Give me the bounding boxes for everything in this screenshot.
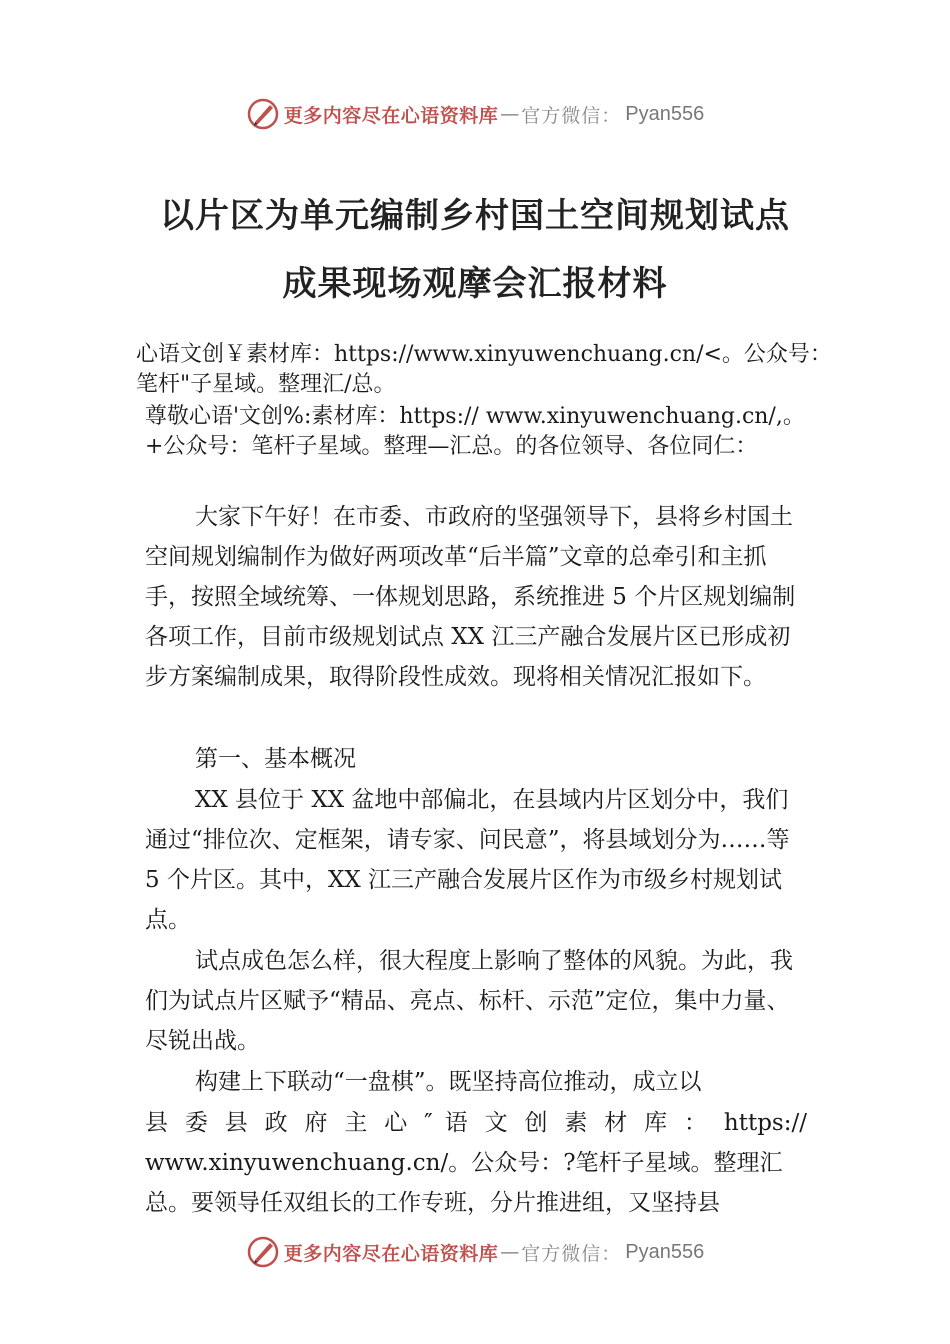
watermark-line-1: 心语文创￥素材库：https://www.xinyuwenchuang.cn/<。公众号：笔杆"子星域。整理汇/总。 <box>136 342 832 397</box>
banner-sub-text: 官方微信： <box>521 104 622 127</box>
banner-dash: — <box>500 1241 520 1263</box>
paragraph-mechanism-line3: www.xinyuwenchuang.cn/。公众号：?笔杆子星域。整理汇总。要领导任双组长的工作专班，分片推进组，又坚持县 <box>145 1150 783 1216</box>
pen-logo-icon <box>246 1235 280 1269</box>
header-banner <box>0 94 950 134</box>
banner-wechat-id: Pyan556 <box>625 1240 705 1263</box>
paragraph-pilot: 试点成色怎么样，很大程度上影响了整体的风貌。为此，我们为试点片区赋予“精品、亮点、标杆、示范”定位，集中力量、尽锐出战。 <box>145 948 793 1054</box>
banner-main-text: 更多内容尽在心语资料库 <box>283 104 499 127</box>
section-heading-overview: 第一、基本概况 <box>195 746 356 772</box>
document-title-line1: 以片区为单元编制乡村国土空间规划试点 <box>160 196 790 236</box>
paragraph-mechanism-line2: 县 委 县 政 府 主 心 ″ 语 文 创 素 材 库 ： https:// <box>145 1110 807 1136</box>
paragraph-mechanism-line1: 构建上下联动“一盘棋”。既坚持高位推动，成立以 <box>195 1069 702 1095</box>
paragraph-overview: XX 县位于 XX 盆地中部偏北，在县域内片区划分中，我们通过“排位次、定框架，请专家、问民意”，将县域划分为……等 5 个片区。其中，XX 江三产融合发展片区作为市级乡村规划试点。 <box>145 787 790 933</box>
paragraph-intro: 大家下午好！在市委、市政府的坚强领导下，县将乡村国土空间规划编制作为做好两项改革“后半篇”文章的总牵引和主抓手，按照全域统筹、一体规划思路，系统推进 5 个片区规划编制各项工作，目前市级规划试点 XX 江三产融合发展片区已形成初步方案编制成果，取得阶段性成效。现将相关情况汇报如下。 <box>145 504 796 690</box>
watermark-line-2: 尊敬心语'文创%:素材库：https:// www.xinyuwenchuang.cn/,。+公众号：笔杆子星域。整理—汇总。的各位领导、各位同仁： <box>145 404 805 459</box>
pen-logo-icon <box>246 97 280 131</box>
banner-main-text: 更多内容尽在心语资料库 <box>283 1242 499 1265</box>
banner-wechat-id: Pyan556 <box>625 102 705 125</box>
document-title-line2: 成果现场观摩会汇报材料 <box>282 264 668 304</box>
footer-banner <box>0 1232 950 1272</box>
banner-sub-text: 官方微信： <box>521 1242 622 1265</box>
banner-dash: — <box>500 103 520 125</box>
